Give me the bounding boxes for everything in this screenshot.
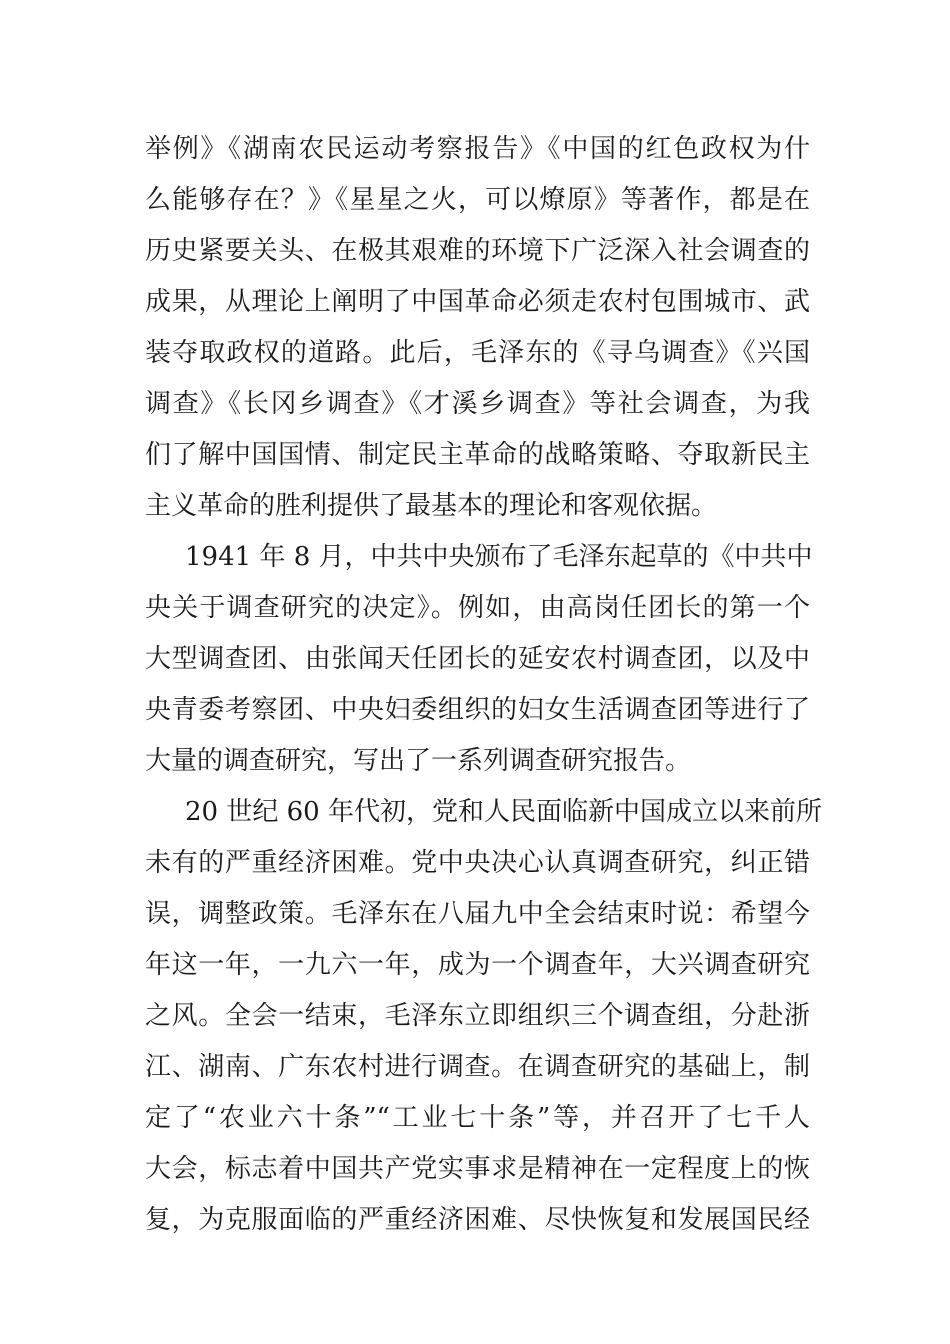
text-line: 央关于调查研究的决定》。例如，由高岗任团长的第一个 bbox=[145, 593, 810, 623]
text-line: 大量的调查研究，写出了一系列调查研究报告。 bbox=[145, 746, 692, 776]
text-line: 央青委考察团、中央妇委组织的妇女生活调查团等进行了 bbox=[145, 695, 810, 725]
text-line: 装夺取政权的道路。此后，毛泽东的《寻乌调查》《兴国 bbox=[145, 338, 810, 368]
text-line: 之风。全会一结束，毛泽东立即组织三个调查组，分赴浙 bbox=[145, 1001, 810, 1031]
text-line: 主义革命的胜利提供了最基本的理论和客观依据。 bbox=[145, 491, 718, 521]
paragraph-first-line: 20 世纪 60 年代初，党和人民面临新中国成立以来前所 bbox=[185, 797, 822, 827]
paragraph-first-line: 1941 年 8 月，中共中央颁布了毛泽东起草的《中共中 bbox=[185, 542, 813, 572]
text-line: 么能够存在？》《星星之火，可以燎原》等著作，都是在 bbox=[145, 185, 810, 215]
text-line: 历史紧要关头、在极其艰难的环境下广泛深入社会调查的 bbox=[145, 236, 810, 266]
text-line: 年这一年，一九六一年，成为一个调查年，大兴调查研究 bbox=[145, 950, 810, 980]
text-line: 大型调查团、由张闻天任团长的延安农村调查团，以及中 bbox=[145, 644, 810, 674]
text-line: 调查》《长冈乡调查》《才溪乡调查》等社会调查，为我 bbox=[145, 389, 810, 419]
text-line: 定了“农业六十条”“工业七十条”等，并召开了七千人 bbox=[145, 1103, 810, 1133]
text-line: 未有的严重经济困难。党中央决心认真调查研究，纠正错 bbox=[145, 848, 810, 878]
text-line: 大会，标志着中国共产党实事求是精神在一定程度上的恢 bbox=[145, 1154, 810, 1184]
text-line: 江、湖南、广东农村进行调查。在调查研究的基础上，制 bbox=[145, 1052, 810, 1082]
text-line: 复，为克服面临的严重经济困难、尽快恢复和发展国民经 bbox=[145, 1205, 810, 1235]
text-line: 们了解中国国情、制定民主革命的战略策略、夺取新民主 bbox=[145, 440, 810, 470]
text-line: 举例》《湖南农民运动考察报告》《中国的红色政权为什 bbox=[145, 134, 810, 164]
text-line: 成果，从理论上阐明了中国革命必须走农村包围城市、武 bbox=[145, 287, 810, 317]
text-line: 误，调整政策。毛泽东在八届九中全会结束时说：希望今 bbox=[145, 899, 810, 929]
